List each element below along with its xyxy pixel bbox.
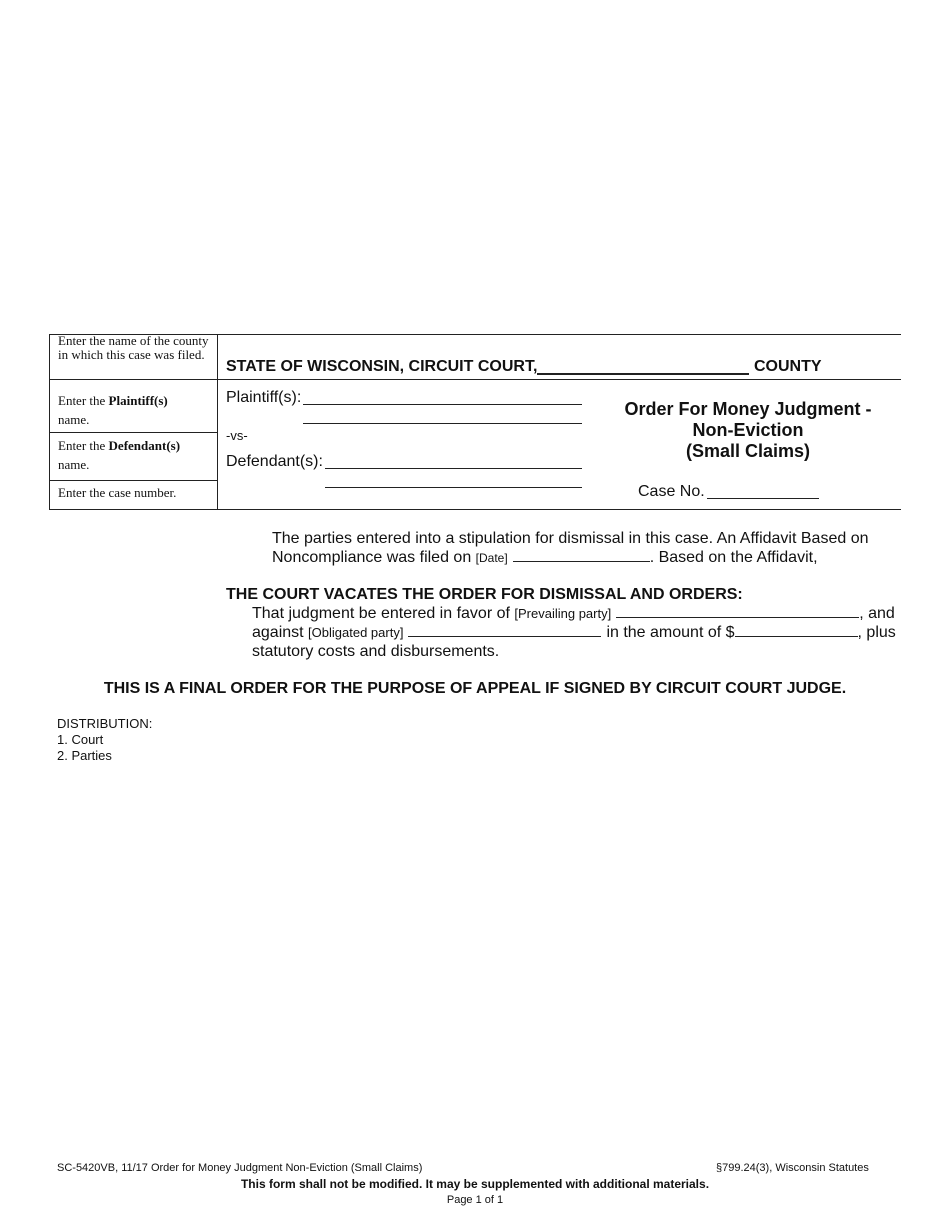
defendant-label: Defendant(s):	[226, 453, 323, 470]
date-field[interactable]	[513, 549, 650, 562]
caption-county-divider	[49, 379, 901, 380]
caption-side-divider-1	[49, 432, 217, 433]
caption-side-divider-2	[49, 480, 217, 481]
prevailing-party-field[interactable]	[616, 605, 859, 618]
court-heading: STATE OF WISCONSIN, CIRCUIT COURT,	[226, 358, 538, 375]
distribution-block	[57, 716, 152, 764]
distribution-item: 2. Parties	[57, 748, 112, 763]
form-title: Order For Money Judgment - Non-Eviction (Small Claims)	[624, 399, 872, 461]
plaintiff-instruction: Enter the Plaintiff(s) name.	[58, 393, 168, 427]
caption-bottom-border	[49, 509, 901, 510]
distribution-label: DISTRIBUTION:	[57, 716, 153, 731]
stipulation-text-line1: The parties entered into a stipulation for dismissal in this case. An Affidavit Based on	[272, 530, 869, 547]
orders-heading: THE COURT VACATES THE ORDER FOR DISMISSAL AND ORDERS:	[226, 586, 743, 603]
footer-statute: §799.24(3), Wisconsin Statutes	[716, 1162, 869, 1174]
county-instruction: Enter the name of the county in which this case was filed.	[58, 333, 209, 362]
obligated-party-field[interactable]	[408, 624, 601, 637]
case-no-label: Case No.	[638, 483, 705, 500]
plaintiff-name-field-1[interactable]	[303, 404, 582, 405]
caption-left-border	[49, 334, 50, 510]
versus-label: -vs-	[226, 428, 248, 443]
distribution-item: 1. Court	[57, 732, 104, 747]
footer-form-id: SC-5420VB, 11/17 Order for Money Judgment Non-Eviction (Small Claims)	[57, 1162, 423, 1174]
order-line3: statutory costs and disbursements.	[252, 643, 500, 660]
order-line1: That judgment be entered in favor of [Prevailing party] , and	[252, 605, 895, 622]
defendant-name-field-2[interactable]	[325, 487, 582, 488]
defendant-instruction: Enter the Defendant(s) name.	[58, 438, 181, 472]
county-label: COUNTY	[754, 358, 822, 375]
defendant-name-field-1[interactable]	[325, 468, 582, 469]
case-number-instruction: Enter the case number.	[58, 485, 177, 500]
footer-modification-notice: This form shall not be modified. It may be supplemented with additional materials.	[240, 1177, 710, 1191]
plaintiff-name-field-2[interactable]	[303, 423, 582, 424]
stipulation-text-line2: Noncompliance was filed on [Date] . Based on the Affidavit,	[272, 549, 818, 566]
plaintiff-label: Plaintiff(s):	[226, 389, 302, 406]
county-name-field[interactable]	[537, 373, 749, 375]
final-order-notice: THIS IS A FINAL ORDER FOR THE PURPOSE OF APPEAL IF SIGNED BY CIRCUIT COURT JUDGE.	[103, 680, 847, 697]
amount-field[interactable]	[735, 624, 858, 637]
caption-side-border	[217, 334, 218, 510]
footer-page-number: Page 1 of 1	[446, 1194, 504, 1206]
order-line2: against [Obligated party] in the amount of $ , plus	[252, 624, 896, 641]
case-number-field[interactable]	[707, 498, 819, 499]
